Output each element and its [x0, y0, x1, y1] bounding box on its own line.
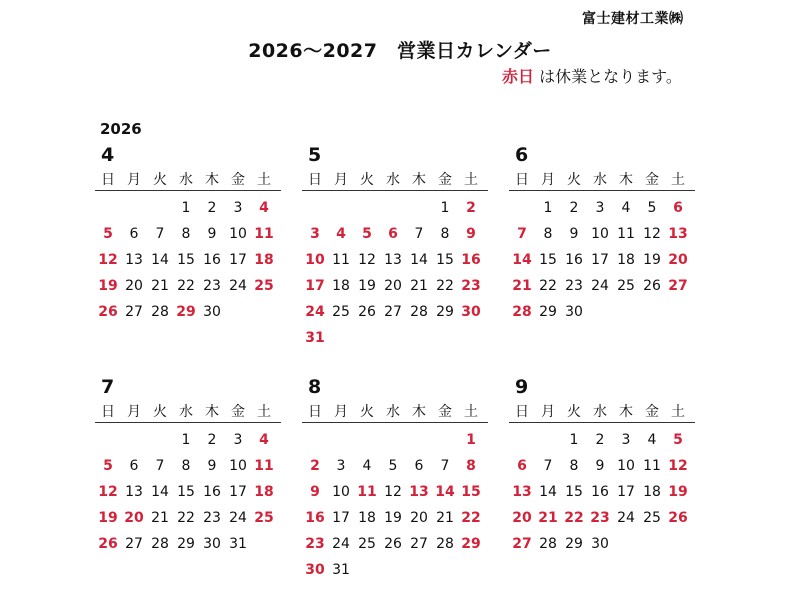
- day-cell: 19: [384, 510, 402, 526]
- day-cell: 18: [332, 278, 350, 294]
- week-row: [302, 195, 488, 221]
- day-cell: 10: [332, 484, 350, 500]
- day-cell: 13: [512, 484, 532, 500]
- weekday-label: 月: [334, 172, 348, 188]
- day-cell: 22: [539, 278, 557, 294]
- day-cell: 28: [151, 536, 169, 552]
- day-cell: 13: [409, 484, 429, 500]
- weekday-label: 火: [567, 404, 581, 420]
- day-cell: 28: [539, 536, 557, 552]
- day-cell: 21: [538, 510, 558, 526]
- holiday-legend-label: 赤日: [502, 67, 535, 86]
- day-cell: 14: [539, 484, 557, 500]
- week-row: [302, 531, 488, 557]
- day-cell: 30: [305, 562, 325, 578]
- week-row: [509, 505, 695, 531]
- day-cell: 29: [539, 304, 557, 320]
- weekday-label: 土: [671, 172, 685, 188]
- day-cell: 27: [125, 304, 143, 320]
- day-cell: 27: [410, 536, 428, 552]
- week-row: [302, 325, 488, 351]
- weekday-label: 火: [360, 404, 374, 420]
- week-row: [509, 247, 695, 273]
- day-cell: 11: [254, 226, 274, 242]
- day-cell: 24: [229, 510, 247, 526]
- weekday-label: 日: [515, 404, 529, 420]
- day-cell: 5: [103, 226, 113, 242]
- day-cell: 6: [129, 226, 139, 242]
- day-cell: 29: [177, 536, 195, 552]
- day-cell: 24: [617, 510, 635, 526]
- day-cell: 13: [125, 252, 143, 268]
- weekday-label: 木: [619, 172, 633, 188]
- month-label: 8: [308, 376, 322, 398]
- day-cell: 27: [384, 304, 402, 320]
- day-cell: 15: [461, 484, 481, 500]
- day-cell: 31: [305, 330, 325, 346]
- day-cell: 26: [668, 510, 688, 526]
- day-cell: 4: [647, 432, 657, 448]
- day-cell: 7: [414, 226, 424, 242]
- day-cell: 7: [543, 458, 553, 474]
- day-cell: 12: [358, 252, 376, 268]
- week-row: [302, 247, 488, 273]
- day-cell: 14: [410, 252, 428, 268]
- company-name: 富士建材工業㈱: [582, 11, 684, 27]
- day-cell: 6: [388, 226, 398, 242]
- week-row: [302, 453, 488, 479]
- day-cell: 23: [203, 278, 221, 294]
- page-title: 2026〜2027 営業日カレンダー: [248, 40, 552, 62]
- day-cell: 20: [410, 510, 428, 526]
- day-cell: 20: [125, 278, 143, 294]
- weekday-label: 月: [334, 404, 348, 420]
- week-row: [509, 453, 695, 479]
- day-cell: 2: [310, 458, 320, 474]
- week-row: [509, 221, 695, 247]
- weekday-label: 金: [645, 404, 659, 420]
- day-cell: 12: [384, 484, 402, 500]
- week-row: [509, 427, 695, 453]
- day-cell: 18: [643, 484, 661, 500]
- weekday-label: 金: [438, 172, 452, 188]
- day-cell: 23: [305, 536, 325, 552]
- day-cell: 23: [203, 510, 221, 526]
- day-cell: 30: [203, 304, 221, 320]
- day-cell: 19: [668, 484, 688, 500]
- day-cell: 3: [621, 432, 631, 448]
- week-row: [302, 299, 488, 325]
- day-cell: 8: [181, 458, 191, 474]
- day-cell: 25: [254, 278, 274, 294]
- day-cell: 14: [435, 484, 455, 500]
- day-cell: 20: [668, 252, 688, 268]
- day-cell: 22: [564, 510, 584, 526]
- day-cell: 6: [129, 458, 139, 474]
- weekday-label: 水: [386, 172, 400, 188]
- weekday-label: 金: [438, 404, 452, 420]
- day-cell: 6: [517, 458, 527, 474]
- weekday-label: 月: [541, 172, 555, 188]
- day-cell: 19: [643, 252, 661, 268]
- day-cell: 22: [436, 278, 454, 294]
- day-cell: 28: [151, 304, 169, 320]
- week-row: [95, 505, 281, 531]
- day-cell: 9: [310, 484, 320, 500]
- day-cell: 8: [466, 458, 476, 474]
- day-cell: 22: [177, 278, 195, 294]
- day-cell: 20: [384, 278, 402, 294]
- weekday-label: 火: [153, 172, 167, 188]
- day-cell: 21: [151, 278, 169, 294]
- day-cell: 16: [591, 484, 609, 500]
- day-cell: 3: [595, 200, 605, 216]
- day-cell: 9: [207, 458, 217, 474]
- day-cell: 10: [305, 252, 325, 268]
- day-cell: 29: [565, 536, 583, 552]
- day-cell: 5: [647, 200, 657, 216]
- day-cell: 19: [98, 278, 118, 294]
- month-calendar: [95, 142, 281, 325]
- weekday-label: 木: [619, 404, 633, 420]
- day-cell: 21: [512, 278, 532, 294]
- day-cell: 5: [103, 458, 113, 474]
- day-cell: 16: [565, 252, 583, 268]
- weekday-label: 火: [360, 172, 374, 188]
- day-cell: 3: [233, 432, 243, 448]
- weekday-label: 月: [127, 404, 141, 420]
- day-cell: 17: [591, 252, 609, 268]
- day-cell: 23: [590, 510, 610, 526]
- week-row: [302, 273, 488, 299]
- day-cell: 26: [643, 278, 661, 294]
- week-row: [302, 479, 488, 505]
- day-cell: 29: [436, 304, 454, 320]
- day-cell: 20: [512, 510, 532, 526]
- day-cell: 24: [332, 536, 350, 552]
- day-cell: 12: [98, 252, 118, 268]
- day-cell: 3: [336, 458, 346, 474]
- day-cell: 28: [512, 304, 532, 320]
- day-cell: 29: [176, 304, 196, 320]
- month-calendar: [302, 142, 488, 351]
- day-cell: 13: [668, 226, 688, 242]
- day-cell: 15: [565, 484, 583, 500]
- day-cell: 21: [151, 510, 169, 526]
- day-cell: 5: [673, 432, 683, 448]
- day-cell: 18: [358, 510, 376, 526]
- day-cell: 17: [229, 484, 247, 500]
- day-cell: 10: [617, 458, 635, 474]
- day-cell: 15: [177, 484, 195, 500]
- day-cell: 26: [384, 536, 402, 552]
- day-cell: 2: [207, 432, 217, 448]
- day-cell: 12: [98, 484, 118, 500]
- day-cell: 4: [336, 226, 346, 242]
- day-cell: 9: [569, 226, 579, 242]
- weekday-header: [95, 400, 281, 423]
- day-cell: 7: [155, 458, 165, 474]
- weekday-label: 日: [515, 172, 529, 188]
- day-cell: 16: [305, 510, 325, 526]
- week-row: [95, 427, 281, 453]
- day-cell: 21: [410, 278, 428, 294]
- day-cell: 13: [384, 252, 402, 268]
- week-row: [509, 195, 695, 221]
- week-row: [95, 531, 281, 557]
- day-cell: 12: [668, 458, 688, 474]
- week-row: [95, 221, 281, 247]
- month-calendar: [95, 374, 281, 557]
- week-row: [302, 557, 488, 583]
- day-cell: 4: [621, 200, 631, 216]
- month-label: 4: [101, 144, 115, 166]
- holiday-note: [502, 64, 682, 87]
- month-label: 5: [308, 144, 322, 166]
- month-label: 9: [515, 376, 529, 398]
- week-row: [95, 479, 281, 505]
- day-cell: 18: [617, 252, 635, 268]
- day-cell: 30: [461, 304, 481, 320]
- weekday-header: [95, 168, 281, 191]
- month-calendar: [302, 374, 488, 583]
- weekday-label: 土: [257, 404, 271, 420]
- day-cell: 5: [362, 226, 372, 242]
- day-cell: 25: [332, 304, 350, 320]
- day-cell: 6: [673, 200, 683, 216]
- day-cell: 2: [466, 200, 476, 216]
- week-row: [95, 453, 281, 479]
- weekday-label: 金: [231, 172, 245, 188]
- week-row: [302, 221, 488, 247]
- weekday-label: 月: [541, 404, 555, 420]
- weekday-label: 水: [179, 172, 193, 188]
- weekday-label: 水: [593, 172, 607, 188]
- weekday-label: 土: [257, 172, 271, 188]
- day-cell: 31: [229, 536, 247, 552]
- day-cell: 7: [517, 226, 527, 242]
- weekday-label: 木: [412, 404, 426, 420]
- weekday-label: 木: [205, 404, 219, 420]
- holiday-legend-text: は休業となります。: [539, 67, 682, 86]
- day-cell: 1: [181, 432, 191, 448]
- day-cell: 12: [643, 226, 661, 242]
- day-cell: 15: [177, 252, 195, 268]
- day-cell: 16: [203, 252, 221, 268]
- weekday-header: [302, 400, 488, 423]
- day-cell: 2: [207, 200, 217, 216]
- day-cell: 18: [254, 484, 274, 500]
- day-cell: 9: [207, 226, 217, 242]
- day-cell: 4: [259, 200, 269, 216]
- weekday-label: 日: [308, 172, 322, 188]
- day-cell: 10: [591, 226, 609, 242]
- day-cell: 4: [259, 432, 269, 448]
- day-cell: 25: [617, 278, 635, 294]
- day-cell: 11: [332, 252, 350, 268]
- month-calendar: [509, 374, 695, 557]
- day-cell: 1: [181, 200, 191, 216]
- day-cell: 3: [233, 200, 243, 216]
- day-cell: 17: [305, 278, 325, 294]
- day-cell: 17: [229, 252, 247, 268]
- day-cell: 14: [512, 252, 532, 268]
- day-cell: 11: [643, 458, 661, 474]
- day-cell: 27: [125, 536, 143, 552]
- weekday-label: 月: [127, 172, 141, 188]
- day-cell: 23: [461, 278, 481, 294]
- day-cell: 17: [332, 510, 350, 526]
- day-cell: 28: [410, 304, 428, 320]
- day-cell: 22: [177, 510, 195, 526]
- day-cell: 10: [229, 458, 247, 474]
- day-cell: 1: [466, 432, 476, 448]
- weekday-label: 土: [464, 404, 478, 420]
- day-cell: 30: [203, 536, 221, 552]
- weekday-label: 日: [308, 404, 322, 420]
- weekday-header: [509, 400, 695, 423]
- weekday-label: 水: [593, 404, 607, 420]
- day-cell: 23: [565, 278, 583, 294]
- week-row: [95, 273, 281, 299]
- day-cell: 5: [388, 458, 398, 474]
- day-cell: 11: [357, 484, 377, 500]
- day-cell: 24: [229, 278, 247, 294]
- day-cell: 19: [358, 278, 376, 294]
- day-cell: 1: [543, 200, 553, 216]
- day-cell: 14: [151, 484, 169, 500]
- month-label: 6: [515, 144, 529, 166]
- day-cell: 22: [461, 510, 481, 526]
- day-cell: 8: [181, 226, 191, 242]
- week-row: [509, 479, 695, 505]
- weekday-label: 火: [153, 404, 167, 420]
- day-cell: 14: [151, 252, 169, 268]
- weekday-header: [509, 168, 695, 191]
- day-cell: 26: [98, 304, 118, 320]
- weekday-header: [302, 168, 488, 191]
- weekday-label: 金: [645, 172, 659, 188]
- day-cell: 25: [254, 510, 274, 526]
- day-cell: 15: [436, 252, 454, 268]
- day-cell: 30: [565, 304, 583, 320]
- day-cell: 7: [155, 226, 165, 242]
- day-cell: 30: [591, 536, 609, 552]
- month-calendar: [509, 142, 695, 325]
- day-cell: 27: [512, 536, 532, 552]
- day-cell: 26: [358, 304, 376, 320]
- day-cell: 16: [461, 252, 481, 268]
- day-cell: 24: [591, 278, 609, 294]
- weekday-label: 木: [412, 172, 426, 188]
- weekday-label: 金: [231, 404, 245, 420]
- weekday-label: 水: [386, 404, 400, 420]
- day-cell: 25: [643, 510, 661, 526]
- day-cell: 1: [569, 432, 579, 448]
- weekday-label: 木: [205, 172, 219, 188]
- day-cell: 8: [440, 226, 450, 242]
- day-cell: 21: [436, 510, 454, 526]
- day-cell: 11: [617, 226, 635, 242]
- day-cell: 2: [595, 432, 605, 448]
- day-cell: 19: [98, 510, 118, 526]
- week-row: [509, 531, 695, 557]
- day-cell: 26: [98, 536, 118, 552]
- day-cell: 20: [124, 510, 144, 526]
- week-row: [302, 427, 488, 453]
- day-cell: 8: [569, 458, 579, 474]
- day-cell: 17: [617, 484, 635, 500]
- day-cell: 3: [310, 226, 320, 242]
- week-row: [509, 273, 695, 299]
- week-row: [95, 195, 281, 221]
- week-row: [509, 299, 695, 325]
- week-row: [95, 247, 281, 273]
- day-cell: 24: [305, 304, 325, 320]
- weekday-label: 土: [671, 404, 685, 420]
- day-cell: 25: [358, 536, 376, 552]
- day-cell: 28: [436, 536, 454, 552]
- day-cell: 16: [203, 484, 221, 500]
- day-cell: 6: [414, 458, 424, 474]
- day-cell: 15: [539, 252, 557, 268]
- week-row: [302, 505, 488, 531]
- day-cell: 8: [543, 226, 553, 242]
- day-cell: 29: [461, 536, 481, 552]
- day-cell: 1: [440, 200, 450, 216]
- weekday-label: 水: [179, 404, 193, 420]
- day-cell: 7: [440, 458, 450, 474]
- day-cell: 18: [254, 252, 274, 268]
- day-cell: 27: [668, 278, 688, 294]
- day-cell: 2: [569, 200, 579, 216]
- week-row: [95, 299, 281, 325]
- day-cell: 31: [332, 562, 350, 578]
- month-label: 7: [101, 376, 115, 398]
- day-cell: 4: [362, 458, 372, 474]
- day-cell: 11: [254, 458, 274, 474]
- year-label: 2026: [100, 120, 142, 138]
- weekday-label: 日: [101, 172, 115, 188]
- day-cell: 9: [466, 226, 476, 242]
- weekday-label: 土: [464, 172, 478, 188]
- day-cell: 9: [595, 458, 605, 474]
- day-cell: 13: [125, 484, 143, 500]
- weekday-label: 日: [101, 404, 115, 420]
- day-cell: 10: [229, 226, 247, 242]
- weekday-label: 火: [567, 172, 581, 188]
